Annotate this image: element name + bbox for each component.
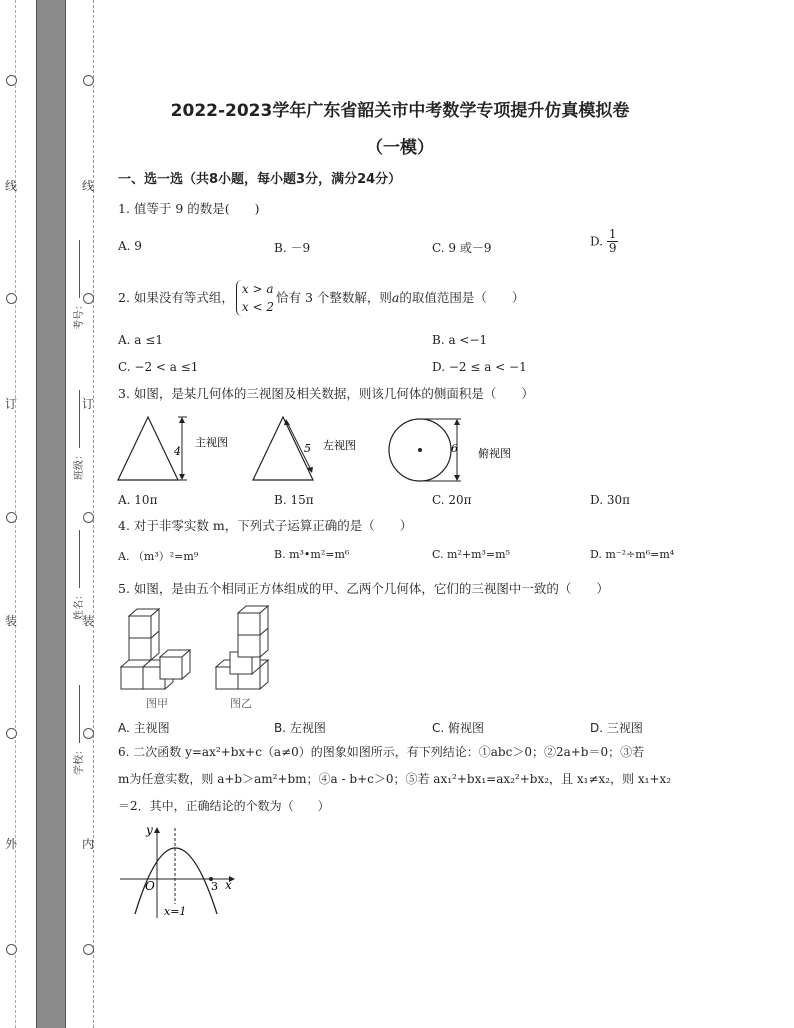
q5-option-c[interactable]: C. 俯视图 xyxy=(432,721,485,735)
q3-option-c[interactable]: C. 20π xyxy=(432,493,472,507)
q1-option-c[interactable]: C. 9 或－9 xyxy=(432,241,492,255)
q2-var: a xyxy=(391,290,400,305)
class-field[interactable] xyxy=(70,390,85,480)
margin-char: 线 xyxy=(82,179,95,193)
margin-char: 外 xyxy=(5,837,18,851)
margin-char: 装 xyxy=(5,614,18,628)
ineq-2: x < 2 xyxy=(241,300,274,314)
q3-option-d[interactable]: D. 30π xyxy=(590,493,630,507)
q5-stem: 5. 如图，是由五个相同正方体组成的甲、乙两个几何体，它们的三视图中一致的（ ） xyxy=(118,581,609,596)
q6-line-3: ＝2．其中，正确结论的个数为（ ） xyxy=(118,799,330,813)
q2-stem xyxy=(118,280,524,316)
origin-label: O xyxy=(145,879,155,893)
q4-option-c[interactable]: C. m²+m³=m⁵ xyxy=(432,548,510,561)
y-label: y xyxy=(146,823,153,837)
front-dim: 4 xyxy=(174,445,181,458)
q1-d-prefix: D. xyxy=(590,234,604,249)
binding-strip xyxy=(36,0,66,1028)
q6-line-2: m为任意实数，则 a+b＞am²+bm；④a - b+c＞0；⑤若 ax₁²+bx₁=ax₂²+bx₂，且 x₁≠x₂，则 x₁+x₂ xyxy=(118,772,672,786)
punch-hole xyxy=(83,512,94,523)
q2-stem-pre: 2. 如果没有等式组， xyxy=(118,290,234,305)
q2-option-b[interactable]: B. a <−1 xyxy=(432,333,488,347)
name-label: 姓名： xyxy=(74,590,85,620)
q3-stem: 3. 如图，是某几何体的三视图及相关数据，则该几何体的侧面积是（ ） xyxy=(118,386,534,401)
front-label: 主视图 xyxy=(195,436,228,449)
punch-hole xyxy=(6,512,17,523)
exam-number-field[interactable] xyxy=(70,240,85,330)
q5-option-a[interactable]: A. 主视图 xyxy=(118,721,170,735)
punch-hole xyxy=(6,944,17,955)
margin-char: 装 xyxy=(82,614,95,628)
symmetry-axis-label: x=1 xyxy=(164,905,187,918)
school-label: 学校： xyxy=(74,745,85,775)
page-subtitle: （一模） xyxy=(366,138,434,158)
name-field[interactable] xyxy=(70,530,85,620)
left-label: 左视图 xyxy=(323,439,356,452)
school-field[interactable] xyxy=(70,685,85,775)
class-label: 班级： xyxy=(74,450,85,480)
q4-stem: 4. 对于非零实数 m，下列式子运算正确的是（ ） xyxy=(118,518,413,533)
figure-yi-cubes xyxy=(216,606,268,689)
top-label: 俯视图 xyxy=(478,447,511,460)
punch-hole xyxy=(6,293,17,304)
q2-stem-post: 恰有 3 个整数解，则 xyxy=(276,290,392,305)
x-label: x xyxy=(225,878,232,892)
margin-char: 订 xyxy=(82,397,95,411)
section-heading: 一、选一选（共8小题，每小题3分，满分24分） xyxy=(118,172,402,187)
q3-option-a[interactable]: A. 10π xyxy=(118,493,158,507)
q2-option-a[interactable]: A. a ≤1 xyxy=(118,333,163,347)
q2-option-d[interactable]: D. −2 ≤ a < −1 xyxy=(432,360,527,374)
figure-jia-caption: 图甲 xyxy=(146,697,168,710)
fraction xyxy=(607,228,619,255)
q6-parabola-graph xyxy=(115,822,245,922)
margin-char: 内 xyxy=(82,837,95,851)
q5-option-d[interactable]: D. 三视图 xyxy=(590,721,643,735)
q4-option-b[interactable]: B. m³•m²=m⁶ xyxy=(274,548,350,561)
page-title: 2022-2023学年广东省韶关市中考数学专项提升仿真模拟卷 xyxy=(170,101,630,121)
q3-option-b[interactable]: B. 15π xyxy=(274,493,314,507)
q6-line-1: 6. 二次函数 y=ax²+bx+c（a≠0）的图象如图所示，有下列结论：①abc＞0；②2a+b＝0；③若 xyxy=(118,745,645,759)
figure-jia-cubes xyxy=(121,609,190,689)
inequality-system xyxy=(236,280,274,316)
q5-cube-figures xyxy=(116,605,286,713)
punch-hole xyxy=(6,728,17,739)
ineq-1: x > a xyxy=(241,282,274,296)
margin-char: 线 xyxy=(5,179,18,193)
q4-option-d[interactable]: D. m⁻²÷m⁶=m⁴ xyxy=(590,548,675,561)
punch-hole xyxy=(6,75,17,86)
figure-yi-caption: 图乙 xyxy=(230,697,252,710)
top-dim: 6 xyxy=(451,442,458,455)
margin-char: 订 xyxy=(5,397,18,411)
q1-option-b[interactable]: B. －9 xyxy=(274,241,311,255)
punch-hole xyxy=(83,75,94,86)
denominator: 9 xyxy=(608,241,617,255)
q3-three-views-figure xyxy=(115,412,535,487)
q1-option-d[interactable] xyxy=(590,228,618,255)
numerator: 1 xyxy=(608,227,617,241)
q2-stem-end: 的取值范围是（ ） xyxy=(399,290,525,305)
punch-hole xyxy=(83,944,94,955)
q5-option-b[interactable]: B. 左视图 xyxy=(274,721,326,735)
q1-stem: 1. 值等于 9 的数是( ) xyxy=(118,201,260,216)
exam-number-label: 考号： xyxy=(74,300,85,330)
q1-option-a[interactable]: A. 9 xyxy=(118,239,142,253)
q2-option-c[interactable]: C. −2 < a ≤1 xyxy=(118,360,199,374)
left-dim: 5 xyxy=(304,442,311,455)
q4-option-a[interactable]: A. （m³）²=m⁹ xyxy=(118,550,199,563)
root-label: 3 xyxy=(211,880,218,893)
